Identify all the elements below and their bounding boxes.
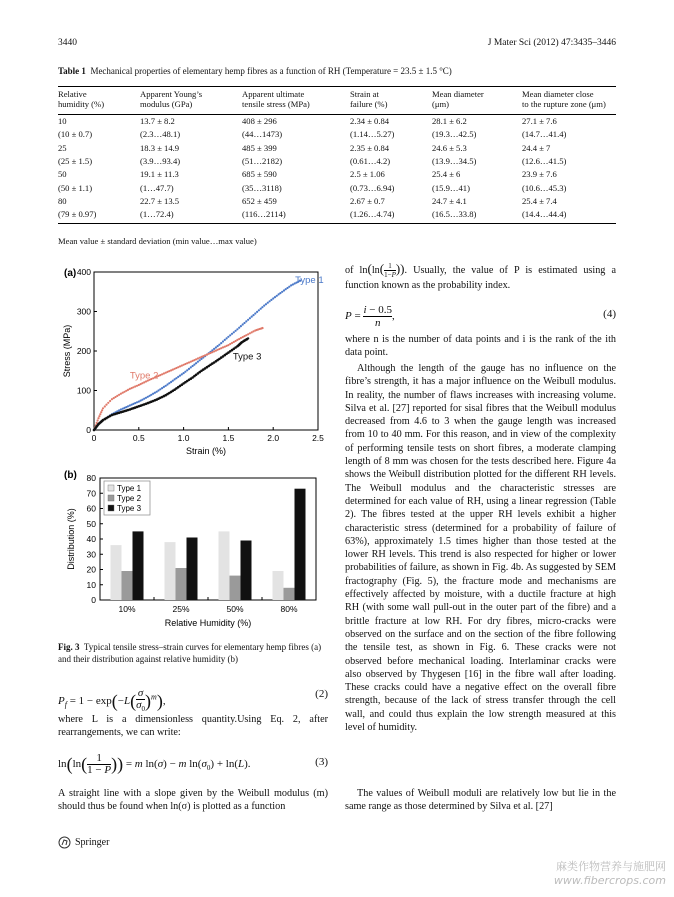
x-tick-label: 80% [280,604,298,614]
data-point [98,415,100,417]
data-point [279,292,281,294]
table-cell: 10 [58,116,67,127]
table-cell: 408 ± 296 [242,116,277,127]
data-point [168,382,170,384]
table-caption-text: Mechanical properties of elementary hemp fibres as a function of RH (Temperature = 23.5 ± 1.5 °C) [90,66,452,76]
table-footnote: Mean value ± standard deviation (min value…max value) [58,236,257,246]
legend-swatch [108,495,114,501]
data-point [222,340,224,342]
table-row [58,208,616,223]
figure-caption [58,641,330,665]
table-cell: 24.7 ± 4.1 [432,196,467,206]
table-cell: 18.3 ± 14.9 [140,142,180,153]
distribution-bar-chart [60,468,330,633]
y-tick-label: 100 [76,385,91,396]
x-tick-label: 1.5 [222,433,235,443]
table-cell: (10.6…45.3) [522,182,567,193]
left-paragraph-2: A straight line with a slope given by the Weibull modulus (m) should thus be found when ln(σ) is plotted as a function [58,788,328,813]
table-cell: 685 ± 590 [242,169,277,180]
data-point [245,320,247,322]
data-point [281,291,283,293]
data-point [174,378,176,380]
table-cell: (15.9…41) [432,182,470,193]
table-header-row [58,87,616,115]
data-point [261,327,263,329]
bar-type-1 [273,571,284,600]
table-cell: 25.4 ± 6 [432,169,461,180]
figure-caption-label: Fig. 3 [58,642,80,652]
data-point [272,297,274,299]
legend-label: Type 1 [117,484,142,493]
table-cell: 2.67 ± 0.7 [350,196,385,206]
data-point [218,344,220,346]
data-point [240,325,242,327]
table-cell: 2.35 ± 0.84 [350,142,390,153]
data-point [161,387,163,389]
data-point [107,402,109,404]
data-point [183,372,185,374]
y-axis-label: Stress (MPa) [62,324,72,378]
table-cell: 25 [58,142,67,153]
y-tick-label: 300 [76,306,91,317]
bar-type-1 [219,531,230,600]
data-point [267,302,269,304]
stress-strain-chart [60,264,330,469]
table-cell: (1.14…5.27) [350,129,395,140]
series-type-2 [93,327,264,431]
table-cell: 24.6 ± 5.3 [432,142,467,153]
data-point [285,288,287,290]
table-cell: 652 ± 459 [242,196,277,206]
series-label: Type 3 [232,351,262,363]
equation-2-number: (2) [315,688,328,700]
table-cell: (13.9…34.5) [432,156,477,167]
table-cell: 19.1 ± 11.3 [140,169,179,180]
table-cell: 24.4 ± 7 [522,142,551,153]
springer-horse-icon [58,836,71,849]
data-point [99,413,101,415]
table-cell: (2.3…48.1) [140,129,181,140]
left-paragraph-1: where L is a dimensionless quantity.Using Eq. 2, after rearrangements, we can write: [58,714,328,739]
bar-type-3 [187,538,198,601]
right-where-text: where n is the number of data points and i is the rank of the ith data point. [345,334,616,359]
y-tick-label: 10 [86,579,96,590]
y-tick-label: 80 [86,473,96,483]
data-point [190,366,192,368]
data-point [274,296,276,298]
bar-type-1 [111,545,122,600]
data-point [263,305,265,307]
table-caption [58,66,452,76]
table-caption-label: Table 1 [58,66,86,76]
table-row [58,195,616,208]
legend-swatch [108,485,114,491]
series-type-1 [93,280,301,432]
y-tick-label: 0 [91,595,96,605]
properties-table [58,86,616,224]
y-tick-label: 0 [86,425,91,435]
data-point [193,364,195,366]
x-axis-label: Relative Humidity (%) [164,618,252,628]
equation-4-number: (4) [603,308,616,320]
table-cell: (1.26…4.74) [350,208,432,223]
x-tick-label: 50% [226,604,244,614]
footer-publisher: Springer [58,836,109,849]
table-cell: 50 [58,169,67,180]
y-axis-label: Distribution (%) [66,508,76,570]
data-point [166,383,168,385]
data-point [181,373,183,375]
data-point [261,306,263,308]
data-point [224,339,226,341]
journal-reference: J Mater Sci (2012) 47:3435–3446 [487,38,616,48]
data-point [156,391,158,393]
bar-type-2 [176,568,187,600]
table-cell: (44…1473) [242,129,283,140]
y-tick-label: 60 [86,503,96,514]
data-point [236,328,238,330]
data-point [186,369,188,371]
legend-swatch [108,505,114,511]
data-point [97,417,99,419]
right-intro-text: Usually, the value of P is estimated using a function known as the probability index. [345,265,616,292]
y-tick-label: 200 [76,346,91,356]
data-point [288,286,290,288]
table-cell: 13.7 ± 8.2 [140,116,175,127]
x-tick-label: 0.5 [132,433,145,443]
series-label: Type 2 [129,370,159,382]
table-cell: 28.1 ± 6.2 [432,116,467,127]
y-tick-label: 30 [86,549,96,560]
data-point [105,404,107,406]
table-cell: (35…3118) [242,182,282,193]
data-point [217,345,219,347]
bar-type-3 [295,489,306,600]
data-point [276,295,278,297]
table-cell: (25 ± 1.5) [58,156,93,167]
data-point [165,385,167,387]
data-point [101,409,103,411]
y-tick-label: 40 [86,534,96,544]
data-point [97,419,99,421]
table-header-cell: Mean diameter close to the rupture zone (μm) [522,87,616,115]
table-row [58,141,616,154]
table-cell: (0.73…6.94) [350,182,395,193]
table-cell: (1…72.4) [140,208,242,223]
table-cell: 80 [58,196,67,206]
x-tick-label: 2.5 [312,433,324,443]
table-row [58,114,616,128]
data-point [226,337,228,339]
table-row [58,168,616,181]
data-point [227,336,229,338]
equation-2: $P_f = 1 - \exp(-L(\frac{\sigma}{\sigma_0}$ )$^m$), (2) [58,687,328,714]
table-cell: (0.61…4.2) [350,156,391,167]
bar-type-3 [133,531,144,600]
data-point [215,346,217,348]
legend-label: Type 2 [117,494,142,503]
data-point [251,316,253,318]
table-cell: 27.1 ± 7.6 [522,116,557,127]
data-point [269,300,271,302]
data-point [270,299,272,301]
table-row [58,155,616,168]
table-header-cell: Apparent Young’s modulus (GPa) [140,87,242,115]
data-point [177,376,179,378]
data-point [247,337,249,339]
data-point [172,380,174,382]
table-cell: 22.7 ± 13.5 [140,196,180,206]
data-point [175,377,177,379]
data-point [109,400,111,402]
page-number: 3440 [58,38,77,48]
y-tick-label: 70 [86,488,96,499]
table-row [58,128,616,141]
table-cell: (3.9…93.4) [140,156,181,167]
data-point [242,323,244,325]
data-point [278,293,280,295]
y-tick-label: 20 [86,564,96,575]
data-point [159,388,161,390]
bar-type-1 [165,542,176,600]
table-cell: 23.9 ± 7.6 [522,169,557,180]
data-point [286,287,288,289]
data-point [258,309,260,311]
data-point [195,362,197,364]
table-cell: (50 ± 1.1) [58,182,93,193]
data-point [260,308,262,310]
table-cell: (19.3…42.5) [432,129,477,140]
data-point [235,330,237,332]
data-point [229,334,231,336]
data-point [104,405,106,407]
table-cell: (51…2182) [242,156,283,167]
table-cell: (16.5…33.8) [432,208,522,223]
data-point [254,312,256,314]
x-tick-label: 25% [172,604,190,614]
watermark-cn: 麻类作物营养与施肥网 [556,860,666,873]
table-cell: 485 ± 399 [242,142,277,153]
watermark-url: www.fibercrops.com [553,874,666,887]
equation-3-number: (3) [315,756,328,768]
data-point [188,368,190,370]
data-point [200,358,202,360]
data-point [256,311,258,313]
data-point [243,322,245,324]
table-cell: (14.7…41.4) [522,129,567,140]
table-cell: (10 ± 0.7) [58,129,93,140]
data-point [199,359,201,361]
bar-type-3 [241,541,252,601]
table-cell: (1…47.7) [140,182,174,193]
table-cell: (116…2114) [242,208,350,223]
bar-type-2 [122,571,133,600]
table-cell: 2.34 ± 0.84 [350,116,390,127]
data-point [252,314,254,316]
table-cell: (12.6…41.5) [522,156,567,167]
table-cell: 25.4 ± 7.4 [522,196,557,206]
data-point [233,331,235,333]
data-point [100,411,102,413]
bar-type-2 [230,576,241,600]
data-point [102,407,104,409]
x-axis-label: Strain (%) [185,446,227,456]
data-point [220,342,222,344]
table-header-cell: Mean diameter (μm) [432,87,522,115]
data-point [265,303,267,305]
right-paragraph-1: Although the length of the gauge has no influence on the fibre’s strength, it has a major influence on the Weibull modulus. In reality, the number of flaws increases with increasing volume. Silva et al. [27] reported for sisal fibres that the Weibull modulus decreased from 4.6 to 3 when the gauge length was increased from 10 to 40 mm. For this reason, and in view of the complexity of performing tensile tests on short fibres, a moderate clamping length of 8 mm was chosen for the tests described here. Figure 4a shows the Weibull distribution plotted for the different RH levels. The Weibull modulus and the characteristic stresses are determined for each value of RH, using a linear regression (Table 2). The fibres tested at the upper RH levels exhibit a higher characteristic stress (determined for a probability of failure of 63%), approximately 1.5 times higher than those tested at the lower RH levels. This trend is also respected for higher or lower probabilities of failure, as shown in Fig. 4b. As suggested by SEM fractography (Fig. 5), the fracture mode and mechanisms are effectively affected by moisture, with a ductile fracture at high RH (with some wall pull-out in the outer part of the fibre) and a brittle fracture at low RH. For dry fibres, micro-cracks were observed on the surface and on the section of the fibre following the tensile test, as shown in Fig. 6. These cracks were not observed before mechanical loading. Interlaminar cracks were also observed by Thygesen [16] in the fibre wall after loading. These cracks could have a negative effect on the overall fibre strength, because of the lack of stress transfer through the cell wall, and could thus explain the low strength measured at this level of humidity. [345,363,616,734]
data-point [192,365,194,367]
data-point [157,389,159,391]
equation-4: P = i − 0.5 n , (4) [345,304,616,329]
equation-3: ln(ln( 1 1 − P )) = m ln(σ) − m $\ln(\sigma_0) + \ln(L)$. (3) [58,752,328,776]
y-tick-label: 400 [76,267,91,277]
data-point [179,375,181,377]
y-tick-label: 50 [86,518,96,529]
table-header-cell: Strain at failure (%) [350,87,432,115]
table-row [58,181,616,194]
panel-a-label: (a) [64,268,77,279]
table-header-cell: Apparent ultimate tensile stress (MPa) [242,87,350,115]
x-tick-label: 0 [91,433,97,443]
series-label: Type 1 [295,275,324,287]
data-point [197,361,199,363]
table-header-cell: Relative humidity (%) [58,87,140,115]
table-cell: (79 ± 0.97) [58,208,140,223]
data-point [184,371,186,373]
panel-b-label: (b) [64,470,77,481]
data-point [247,319,249,321]
x-tick-label: 10% [118,604,136,614]
data-point [238,327,240,329]
figure-caption-text: Typical tensile stress–strain curves for elementary hemp fibres (a) and their distribution against relative humidity (b) [58,642,322,664]
x-tick-label: 2.0 [267,433,280,443]
right-intro: of ln(ln( 1 1−P )). Usually, the value of P is estimated using a function known as the probability index. [345,261,616,292]
data-point [213,348,215,350]
legend-label: Type 3 [117,504,142,513]
right-paragraph-2: The values of Weibull moduli are relatively low but lie in the same range as those determined by Silva et al. [27] [345,788,616,813]
x-tick-label: 1.0 [177,433,190,443]
data-point [231,333,233,335]
table-cell: (14.4…44.4) [522,208,616,223]
table-cell: 2.5 ± 1.06 [350,169,385,180]
series-type-3 [93,337,250,431]
bar-type-2 [284,588,295,600]
data-point [249,317,251,319]
